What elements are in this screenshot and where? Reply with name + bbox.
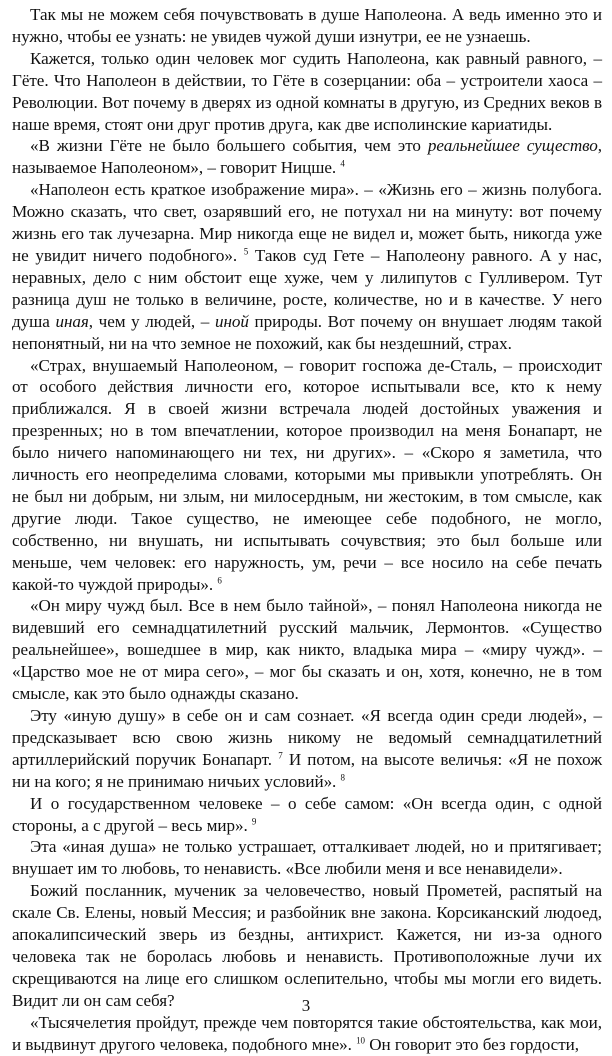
text-run: И потом, на высоте величья: «Я не похож ни на кого; я не принимаю ничьих условий».: [12, 749, 603, 791]
paragraph: [12, 355, 602, 596]
italic-text: иной: [214, 311, 249, 331]
footnote-ref: 6: [217, 574, 222, 585]
footnote-ref: 5: [243, 246, 249, 257]
text-run: «Наполеон есть краткое изображение мира». – «Жизнь его – жизнь полубога. Можно сказать, что свет, озарявший его, не потухал ни на минуту: вот почему жизнь его так лучезарна. Мир никогда еще не видел и, может быть, никогда уже не увидит ничего подобного».: [12, 180, 602, 265]
footnote-ref: 8: [340, 772, 345, 783]
italic-text: иная: [55, 311, 89, 331]
footnote-ref: 4: [340, 158, 345, 169]
paragraph: [12, 836, 602, 880]
text-run: Кажется, только один человек мог судить Наполеона, как равный равного, – Гёте. Что Наполеон в действии, то Гёте в созерцании: оба – устроители хаоса – Революции. Вот почему в дверях из одной комнаты в другую, из Средних веков в наше время, стоят они друг против друга, как две исполинские кариатиды.: [12, 48, 602, 134]
paragraph: [12, 705, 602, 793]
page-number: 3: [301, 996, 311, 1015]
footnote-ref: 10: [356, 1034, 365, 1045]
text-run: «Страх, внушаемый Наполеоном, – говорит госпожа де-Сталь, – происходит от особого действия личности его, которое испытывали все, кто к нему приближался. Я в своей жизни встречала людей достойных уважения и презренных; но в том впечатлении, которое производил на меня Бонапарт, не было ничего напоминающего ни тех, ни других». – «Скоро я заметила, что личность его неопределима словами, которыми мы привыкли употреблять. Он не был ни добрым, ни злым, ни милосердным, ни жестоким, в том смысле, как другие люди. Такое существо, не имеющее себе подобного, не могло, собственно, ни внушать, ни испытывать сочувствия; это был больше или меньше, чем человек: его наружность, ум, речи – все носило на себе печать какой-то чуждой природы».: [12, 355, 602, 594]
text-run: Он говорит это без гордости,: [364, 1034, 579, 1054]
text-run: природы. Вот почему он внушает людям такой непонятный, ни на что земное не похожий, как бы нездешний, страх.: [12, 311, 602, 353]
paragraph: [12, 1012, 602, 1056]
paragraph: [12, 179, 602, 354]
text-run: И о государственном человеке – о себе самом: «Он всегда один, с одной стороны, а с другой – весь мир».: [12, 793, 602, 835]
text-run: «Он миру чужд был. Все в нем было тайной», – понял Наполеона никогда не видевший его семнадцатилетний русский мальчик, Лермонтов. «Существо реальнейшее», вошедшее в мир, как никто, владыка мира – «миру чужд». – «Царство мое не от мира сего», – мог бы сказать и он, хотя, конечно, не в том смысле, как это было однажды сказано.: [12, 596, 602, 704]
text-run: Эту «иную душу» в себе он и сам сознает. «Я всегда один среди людей», – предсказывает всю свою жизнь никому не ведомый семнадцатилетний артиллерийский поручик Бонапарт.: [12, 706, 602, 769]
body-text: [12, 4, 602, 1056]
footnote-ref: 9: [251, 815, 257, 826]
text-run: , называемое Наполеоном», – говорит Ницше.: [12, 136, 603, 178]
paragraph: [12, 48, 602, 136]
paragraph: [12, 793, 602, 837]
text-run: Так мы не можем себя почувствовать в душе Наполеона. А ведь именно это и нужно, чтобы ее узнать: не увидев чужой души изнутри, ее не узнаешь.: [12, 5, 602, 46]
text-run: «В жизни Гёте не было большего события, чем это: [30, 136, 428, 156]
paragraph: [12, 4, 602, 48]
text-run: Таков суд Гете – Наполеону равного. А у нас, неравных, дело с ним обстоит еще хуже, чем у лилипутов с Гулливером. Тут разница душ не только в величине, росте, количестве, но и в качестве. У него душа: [12, 245, 602, 331]
italic-text: реальнейшее существо: [427, 136, 598, 156]
footnote-ref: 7: [278, 750, 283, 761]
paragraph: [12, 135, 602, 179]
paragraph: [12, 880, 602, 1011]
paragraph: [12, 595, 602, 705]
text-run: Божий посланник, мученик за человечество, новый Прометей, распятый на скале Св. Елены, новый Мессия; и разбойник вне закона. Корсиканский людоед, апокалипсический зверь из бездны, антихрист. Кажется, ни из-за одного человека так не боролась любовь и ненависть. Противоположные лучи их скрещиваются на лице его слишком ослепительно, чтобы мы могли его видеть. Видит ли он сам себя?: [12, 881, 602, 1010]
text-run: «Тысячелетия пройдут, прежде чем повторятся такие обстоятельства, как мои, и выдвинут другого человека, подобного мне».: [12, 1012, 602, 1054]
text-run: Эта «иная душа» не только устрашает, отталкивает людей, но и притягивает; внушает им то любовь, то ненависть. «Все любили меня и все ненавидели».: [12, 837, 602, 879]
text-run: , чем у людей, –: [88, 311, 215, 331]
